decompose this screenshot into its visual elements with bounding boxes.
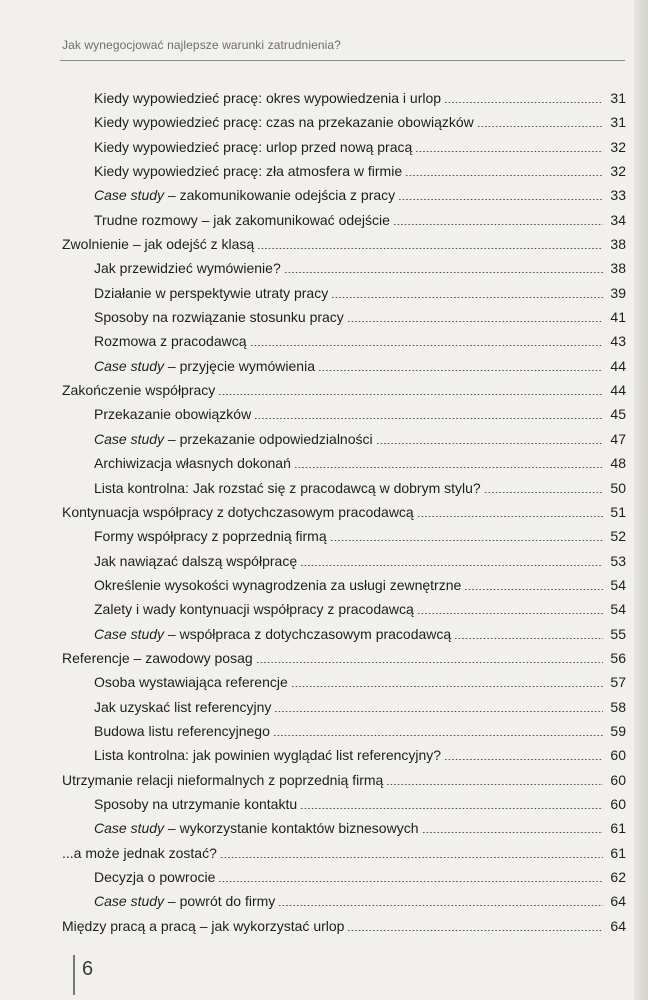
toc-entry-title bbox=[94, 478, 481, 498]
toc-entry-title bbox=[94, 599, 414, 619]
toc-dot-leader bbox=[254, 407, 603, 419]
toc-entry-title bbox=[94, 210, 390, 230]
toc-entry-page: 54 bbox=[610, 576, 626, 593]
toc-entry bbox=[0, 161, 648, 185]
toc-entry-title bbox=[94, 794, 297, 814]
toc-entry-page: 41 bbox=[610, 309, 626, 326]
toc-entry bbox=[0, 794, 648, 818]
toc-entry bbox=[0, 429, 648, 453]
toc-entry-title bbox=[62, 770, 383, 790]
toc-entry-case-study-label: Case study bbox=[94, 357, 165, 374]
toc-dot-leader bbox=[347, 919, 603, 931]
toc-entry-text: – przekazanie odpowiedzialności bbox=[164, 430, 373, 447]
toc-entry-text: – zakomunikowanie odejścia z pracy bbox=[164, 187, 396, 204]
toc-entry bbox=[0, 453, 648, 477]
toc-dot-leader bbox=[300, 554, 603, 566]
toc-entry-text: Zakończenie współpracy bbox=[62, 382, 216, 399]
toc-entry-text: Osoba wystawiająca referencje bbox=[94, 674, 288, 691]
toc-entry-title bbox=[62, 380, 215, 400]
toc-entry-text: Kiedy wypowiedzieć pracę: urlop przed nową pracą bbox=[94, 138, 413, 155]
toc-entry-text: – przyjęcie wymówienia bbox=[164, 357, 315, 374]
toc-entry bbox=[0, 672, 648, 696]
toc-dot-leader bbox=[417, 505, 603, 517]
toc-entry-page: 34 bbox=[610, 211, 626, 228]
toc-entry-title bbox=[94, 891, 275, 911]
toc-entry-text: – współpraca z dotychczasowym pracodawcą bbox=[164, 625, 452, 642]
toc-entry-title bbox=[94, 112, 474, 132]
toc-entry-text: Kiedy wypowiedzieć pracę: zła atmosfera w firmie bbox=[94, 163, 403, 180]
toc-entry-title bbox=[94, 429, 373, 449]
toc-dot-leader bbox=[417, 602, 603, 614]
toc-entry-text: Sposoby na utrzymanie kontaktu bbox=[94, 795, 298, 812]
toc-entry bbox=[0, 307, 648, 331]
toc-entry-text: Lista kontrolna: jak powinien wyglądać list referencyjny? bbox=[94, 747, 442, 764]
toc-entry-case-study-label: Case study bbox=[94, 625, 165, 642]
toc-entry bbox=[0, 551, 648, 575]
table-of-contents bbox=[0, 88, 648, 940]
toc-entry-title bbox=[94, 818, 419, 838]
toc-entry-text: – powrót do firmy bbox=[164, 893, 276, 910]
toc-entry-title bbox=[94, 137, 412, 157]
toc-entry-page: 33 bbox=[610, 187, 626, 204]
toc-entry bbox=[0, 137, 648, 161]
toc-entry-title bbox=[94, 672, 288, 692]
toc-entry bbox=[0, 502, 648, 526]
toc-dot-leader bbox=[257, 237, 603, 249]
toc-entry bbox=[0, 283, 648, 307]
toc-entry-title bbox=[62, 648, 253, 668]
toc-dot-leader bbox=[256, 651, 603, 663]
toc-entry-page: 39 bbox=[610, 284, 626, 301]
toc-dot-leader bbox=[454, 627, 603, 639]
toc-dot-leader bbox=[291, 675, 603, 687]
toc-entry-text: Archiwizacja własnych dokonań bbox=[94, 455, 291, 472]
toc-entry-page: 38 bbox=[610, 260, 626, 277]
toc-entry-title bbox=[94, 697, 271, 717]
toc-entry-text: Jak nawiązać dalszą współpracę bbox=[94, 552, 298, 569]
toc-entry-title bbox=[94, 307, 344, 327]
toc-entry-title bbox=[94, 283, 328, 303]
toc-entry-text: Budowa listu referencyjnego bbox=[94, 722, 270, 739]
toc-dot-leader bbox=[386, 773, 603, 785]
toc-entry bbox=[0, 843, 648, 867]
toc-dot-leader bbox=[294, 456, 603, 468]
toc-entry bbox=[0, 599, 648, 623]
toc-dot-leader bbox=[278, 894, 603, 906]
toc-entry bbox=[0, 526, 648, 550]
toc-dot-leader bbox=[318, 359, 603, 371]
toc-entry bbox=[0, 575, 648, 599]
toc-entry-page: 43 bbox=[610, 333, 626, 350]
toc-entry-text: Jak przewidzieć wymówienie? bbox=[94, 260, 281, 277]
toc-dot-leader bbox=[300, 797, 603, 809]
toc-entry-page: 52 bbox=[610, 528, 626, 545]
toc-dot-leader bbox=[415, 140, 603, 152]
toc-entry-title bbox=[62, 502, 414, 522]
toc-entry-text: Referencje – zawodowy posag bbox=[62, 649, 253, 666]
toc-entry-page: 44 bbox=[610, 357, 626, 374]
toc-entry-page: 60 bbox=[610, 771, 626, 788]
toc-entry-title bbox=[94, 88, 441, 108]
toc-entry-page: 57 bbox=[610, 674, 626, 691]
toc-entry bbox=[0, 624, 648, 648]
toc-entry bbox=[0, 234, 648, 258]
toc-entry-title bbox=[94, 356, 315, 376]
toc-dot-leader bbox=[393, 213, 603, 225]
toc-dot-leader bbox=[376, 432, 603, 444]
toc-entry-text: Jak uzyskać list referencyjny bbox=[94, 698, 272, 715]
toc-entry bbox=[0, 891, 648, 915]
toc-entry-title bbox=[62, 843, 217, 863]
toc-entry bbox=[0, 745, 648, 769]
toc-entry-title bbox=[94, 453, 291, 473]
toc-entry-title bbox=[62, 916, 344, 936]
toc-entry bbox=[0, 478, 648, 502]
header-rule bbox=[60, 60, 625, 61]
toc-entry-title bbox=[94, 185, 395, 205]
toc-entry-title bbox=[94, 867, 215, 887]
toc-entry bbox=[0, 380, 648, 404]
toc-entry bbox=[0, 818, 648, 842]
toc-entry-page: 38 bbox=[610, 236, 626, 253]
footer-bar bbox=[73, 955, 75, 995]
toc-entry bbox=[0, 697, 648, 721]
toc-entry-text: Kontynuacja współpracy z dotychczasowym pracodawcą bbox=[62, 503, 414, 520]
toc-entry-text: Określenie wysokości wynagrodzenia za usługi zewnętrzne bbox=[94, 576, 462, 593]
toc-dot-leader bbox=[422, 821, 604, 833]
toc-entry-page: 50 bbox=[610, 479, 626, 496]
toc-entry-page: 56 bbox=[610, 649, 626, 666]
toc-entry bbox=[0, 916, 648, 940]
toc-entry-text: Decyzja o powrocie bbox=[94, 869, 216, 885]
toc-entry-text: Utrzymanie relacji nieformalnych z poprzednią firmą bbox=[62, 771, 384, 788]
toc-entry-text: – wykorzystanie kontaktów biznesowych bbox=[164, 820, 419, 837]
toc-entry-page: 64 bbox=[610, 917, 626, 934]
toc-dot-leader bbox=[444, 91, 603, 103]
toc-entry-title bbox=[94, 331, 247, 351]
toc-dot-leader bbox=[273, 724, 603, 736]
toc-entry-page: 53 bbox=[610, 552, 626, 569]
toc-entry-page: 60 bbox=[610, 795, 626, 812]
toc-entry-text: Sposoby na rozwiązanie stosunku pracy bbox=[94, 309, 344, 326]
running-header: Jak wynegocjować najlepsze warunki zatrudnienia? bbox=[62, 38, 341, 52]
toc-entry-page: 54 bbox=[610, 601, 626, 618]
toc-entry bbox=[0, 112, 648, 136]
toc-entry-title bbox=[94, 551, 297, 571]
toc-entry bbox=[0, 648, 648, 672]
toc-entry-page: 32 bbox=[610, 163, 626, 180]
toc-dot-leader bbox=[274, 700, 603, 712]
toc-dot-leader bbox=[464, 578, 603, 590]
toc-entry bbox=[0, 356, 648, 380]
toc-dot-leader bbox=[284, 261, 603, 273]
toc-entry-text: Działanie w perspektywie utraty pracy bbox=[94, 284, 329, 301]
toc-dot-leader bbox=[218, 383, 603, 395]
toc-entry-page: 62 bbox=[610, 869, 626, 885]
toc-dot-leader bbox=[220, 846, 603, 858]
toc-entry-title bbox=[94, 404, 251, 424]
toc-entry bbox=[0, 331, 648, 355]
toc-dot-leader bbox=[250, 334, 603, 346]
toc-entry-title bbox=[62, 234, 254, 254]
toc-dot-leader bbox=[477, 115, 603, 127]
toc-entry-case-study-label: Case study bbox=[94, 893, 165, 910]
toc-entry-text: ...a może jednak zostać? bbox=[62, 844, 217, 861]
toc-entry-title bbox=[94, 745, 441, 765]
toc-entry bbox=[0, 185, 648, 209]
toc-entry-text: Kiedy wypowiedzieć pracę: okres wypowiedzenia i urlop bbox=[94, 90, 442, 106]
toc-dot-leader bbox=[331, 286, 603, 298]
toc-entry-title bbox=[94, 575, 461, 595]
toc-dot-leader bbox=[444, 748, 603, 760]
toc-entry-page: 60 bbox=[610, 747, 626, 764]
toc-entry bbox=[0, 404, 648, 428]
toc-entry-text: Zwolnienie – jak odejść z klasą bbox=[62, 236, 255, 253]
toc-entry bbox=[0, 721, 648, 745]
toc-dot-leader bbox=[405, 164, 603, 176]
toc-entry-text: Rozmowa z pracodawcą bbox=[94, 333, 247, 350]
toc-dot-leader bbox=[347, 310, 603, 322]
toc-entry-page: 55 bbox=[610, 625, 626, 642]
toc-entry-title bbox=[94, 258, 281, 278]
toc-entry-title bbox=[94, 721, 270, 741]
toc-entry-title bbox=[94, 161, 402, 181]
toc-entry bbox=[0, 210, 648, 234]
toc-entry-page: 59 bbox=[610, 722, 626, 739]
toc-entry-text: Przekazanie obowiązków bbox=[94, 406, 252, 423]
toc-entry-page: 64 bbox=[610, 893, 626, 910]
toc-dot-leader bbox=[218, 870, 603, 882]
toc-entry-case-study-label: Case study bbox=[94, 430, 165, 447]
toc-entry-page: 45 bbox=[610, 406, 626, 423]
toc-entry-page: 44 bbox=[610, 382, 626, 399]
page-number: 6 bbox=[82, 958, 94, 980]
toc-entry-title bbox=[94, 624, 451, 644]
toc-dot-leader bbox=[398, 188, 603, 200]
toc-entry-page: 32 bbox=[610, 138, 626, 155]
toc-entry bbox=[0, 867, 648, 891]
toc-entry-text: Trudne rozmowy – jak zakomunikować odejście bbox=[94, 211, 390, 228]
toc-entry-text: Kiedy wypowiedzieć pracę: czas na przekazanie obowiązków bbox=[94, 114, 474, 131]
toc-entry-page: 58 bbox=[610, 698, 626, 715]
toc-entry-title bbox=[94, 526, 327, 546]
toc-entry-text: Lista kontrolna: Jak rozstać się z pracodawcą w dobrym stylu? bbox=[94, 479, 481, 496]
toc-entry-page: 51 bbox=[610, 503, 626, 520]
toc-entry-page: 61 bbox=[610, 844, 626, 861]
toc-entry-page: 47 bbox=[610, 430, 626, 447]
toc-entry bbox=[0, 770, 648, 794]
toc-entry-page: 31 bbox=[610, 114, 626, 131]
toc-dot-leader bbox=[484, 481, 603, 493]
toc-entry-case-study-label: Case study bbox=[94, 187, 165, 204]
toc-entry-page: 31 bbox=[610, 90, 626, 106]
toc-entry-text: Zalety i wady kontynuacji współpracy z pracodawcą bbox=[94, 601, 414, 618]
toc-entry-case-study-label: Case study bbox=[94, 820, 165, 837]
toc-entry-page: 48 bbox=[610, 455, 626, 472]
toc-dot-leader bbox=[330, 529, 603, 541]
toc-entry-text: Między pracą a pracą – jak wykorzystać urlop bbox=[62, 917, 345, 934]
toc-entry-text: Formy współpracy z poprzednią firmą bbox=[94, 528, 327, 545]
toc-entry bbox=[0, 88, 648, 112]
toc-entry bbox=[0, 258, 648, 282]
toc-entry-page: 61 bbox=[610, 820, 626, 837]
